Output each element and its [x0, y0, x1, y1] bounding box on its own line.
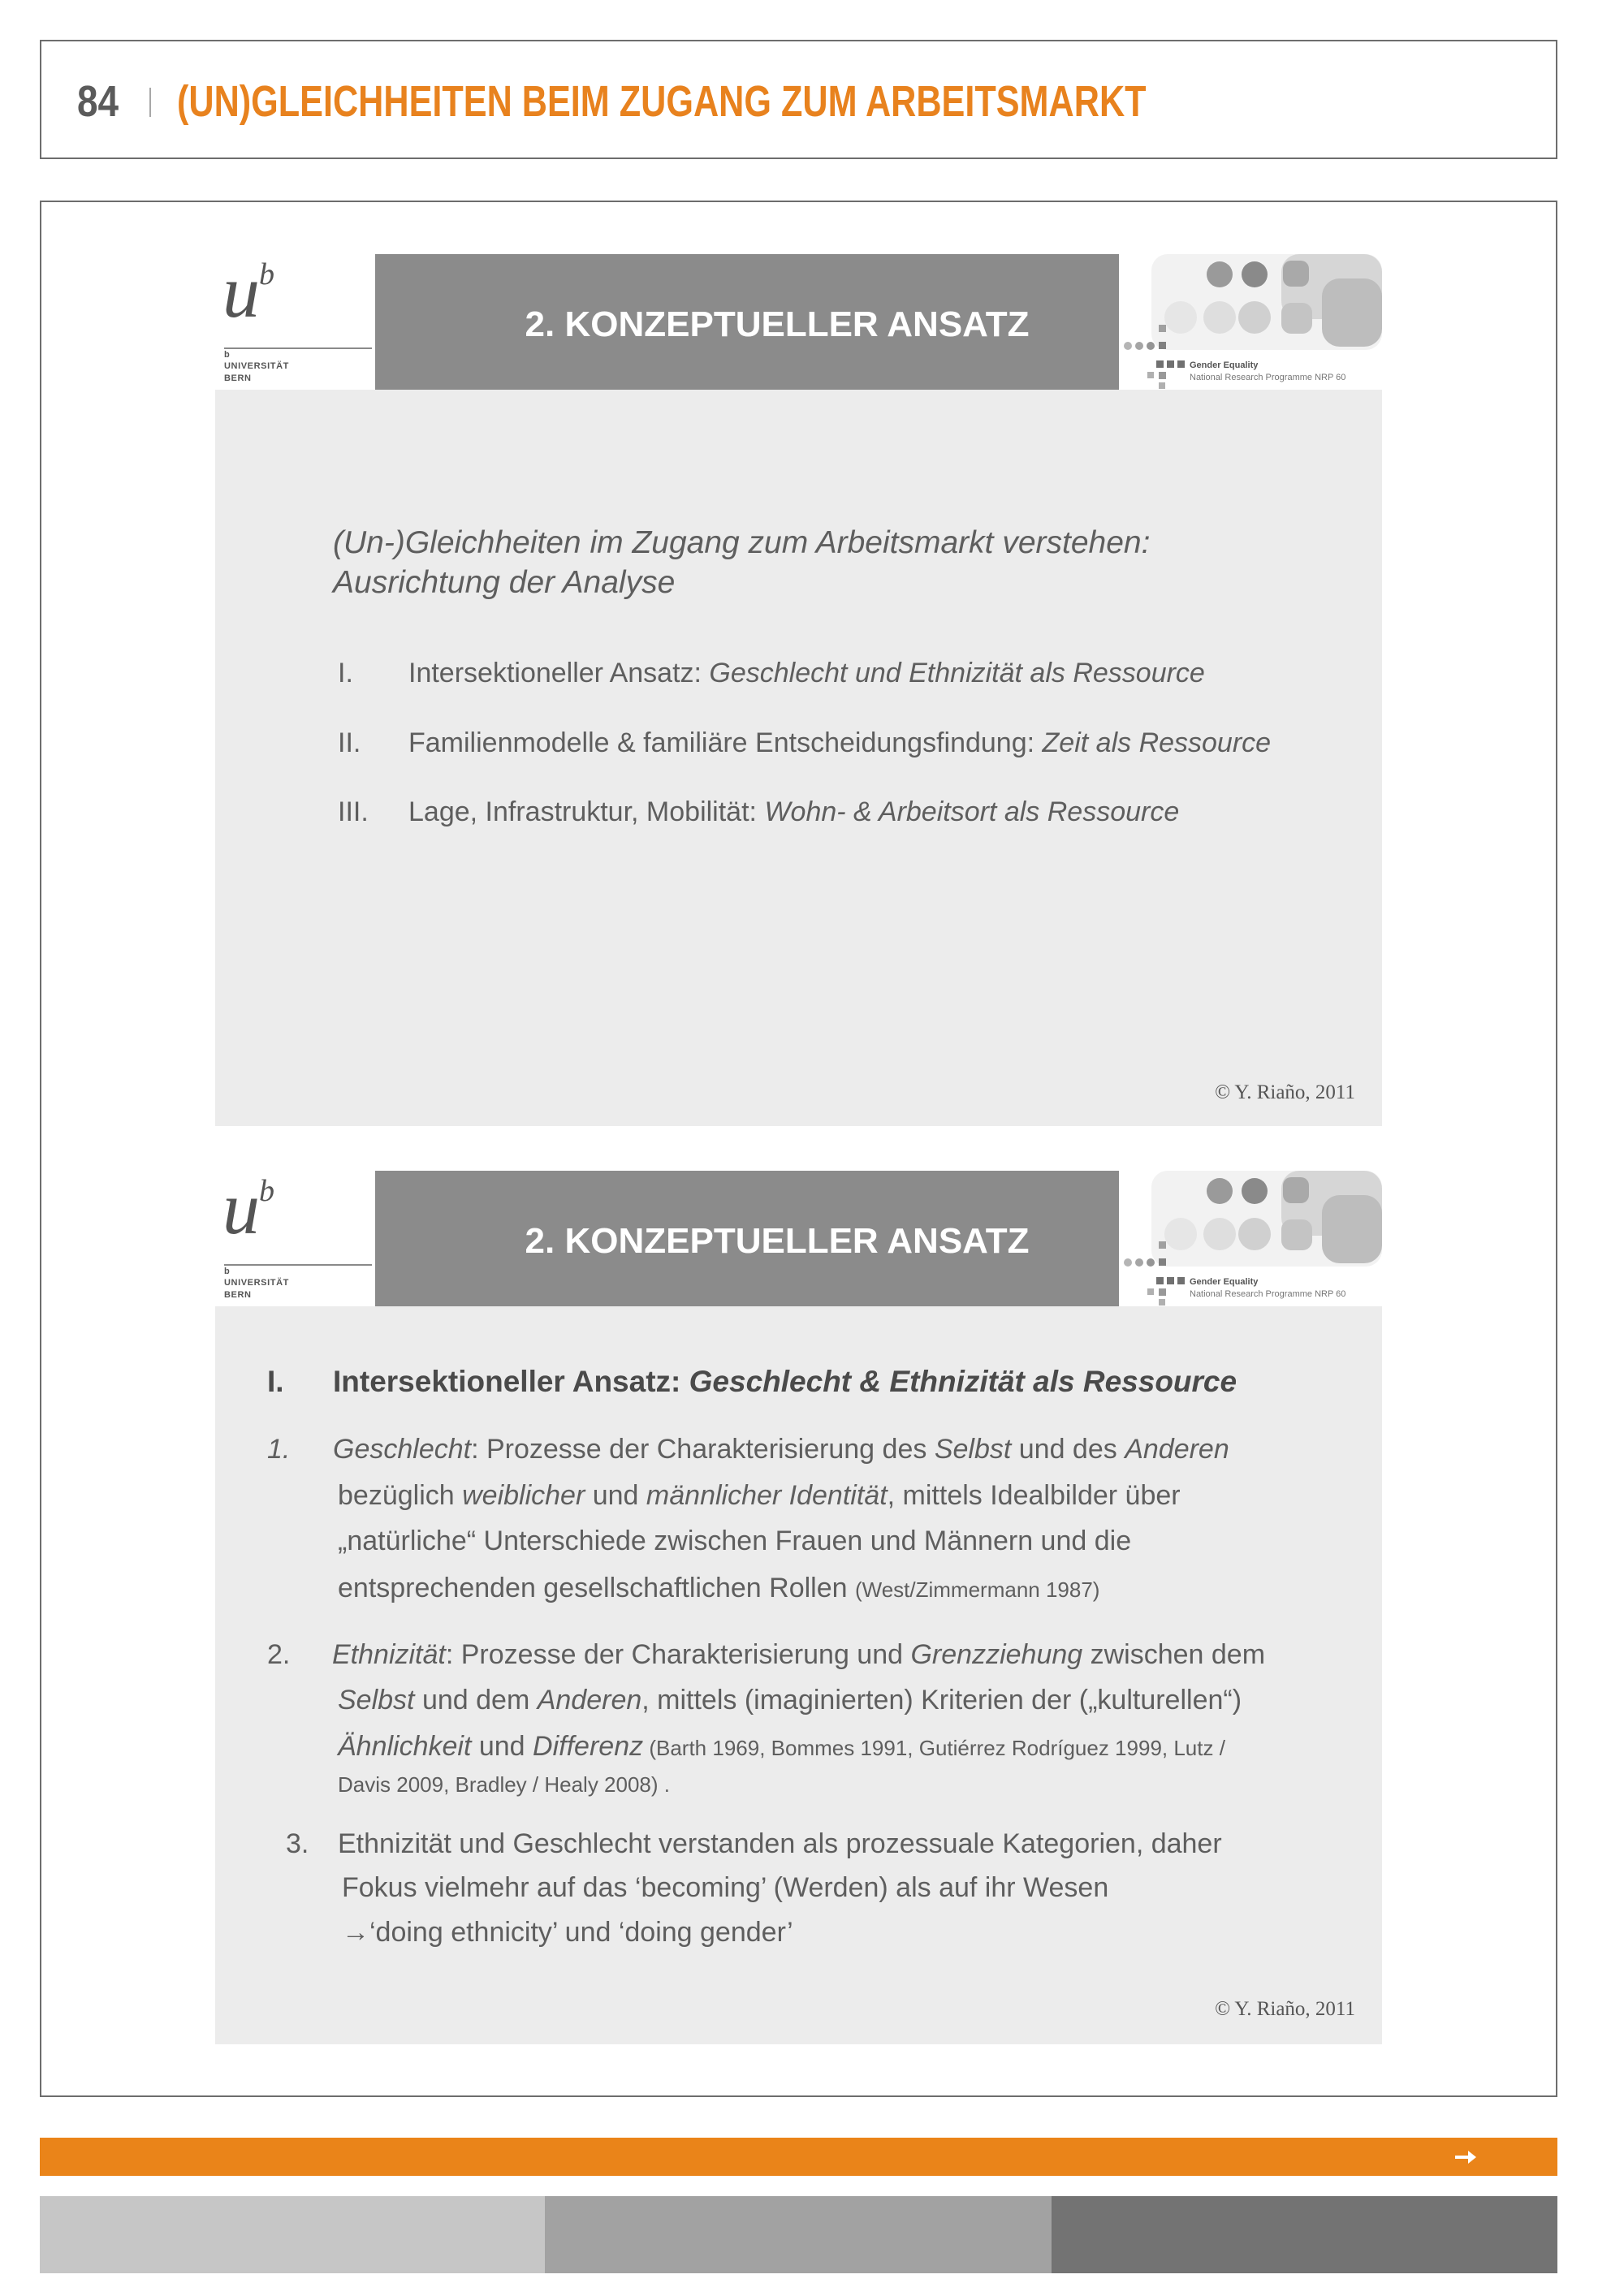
programme-name: Gender Equality — [1190, 360, 1259, 370]
logo-mark-superscript: b — [259, 257, 274, 291]
footer-band-dark — [1052, 2196, 1557, 2273]
logo-mark-superscript: b — [259, 1174, 274, 1208]
term: Geschlecht — [333, 1434, 472, 1465]
title-divider — [149, 88, 151, 117]
decor-dot — [1156, 1277, 1164, 1284]
section-heading — [333, 1362, 1237, 1402]
decor-shape — [1203, 1218, 1236, 1250]
text-run: und des — [1011, 1434, 1125, 1465]
logo-small-b: b — [224, 1267, 231, 1276]
term: Grenzziehung — [910, 1639, 1083, 1670]
university-logo — [215, 250, 375, 390]
decor-shape — [1238, 301, 1271, 334]
copyright: © Y. Riaño, 2011 — [1215, 1081, 1355, 1103]
decor-dot — [1159, 1241, 1166, 1249]
decor-dot — [1159, 1288, 1166, 1296]
item-line — [342, 1912, 793, 1953]
decor-shape — [1283, 261, 1309, 287]
logo-name-line2: BERN — [224, 373, 252, 383]
chapter-title: (UN)GLEICHHEITEN BEIM ZUGANG ZUM ARBEITSMARKT — [177, 77, 1147, 126]
list-item — [408, 723, 1271, 763]
footer-band-light — [40, 2196, 545, 2273]
list-item-emphasis: Zeit als Ressource — [1042, 727, 1272, 758]
section-numeral: I. — [267, 1365, 284, 1398]
text-run: entsprechenden gesellschaftlichen Rollen — [338, 1573, 855, 1603]
logo-small-b: b — [224, 350, 231, 360]
term: männlicher Identität — [646, 1480, 888, 1511]
text-run: : Prozesse der Charakterisierung des — [471, 1434, 935, 1465]
footer-band-mid — [545, 2196, 1052, 2273]
decor-shape — [1281, 1219, 1312, 1250]
term: Ähnlichkeit — [338, 1731, 472, 1762]
list-numeral: I. — [338, 658, 353, 688]
list-item-label: Intersektioneller Ansatz: — [408, 658, 710, 688]
list-item — [408, 792, 1179, 832]
decor-shape — [1283, 1177, 1309, 1203]
text-run: und dem — [414, 1685, 538, 1716]
list-item-label: Lage, Infrastruktur, Mobilität: — [408, 796, 765, 827]
logo-name-line2: BERN — [224, 1290, 252, 1300]
section-heading-emphasis: Geschlecht & Ethnizität als Ressource — [689, 1365, 1237, 1398]
slide-title: 2. KONZEPTUELLER ANSATZ — [375, 1171, 1119, 1306]
list-item-emphasis: Wohn- & Arbeitsort als Ressource — [764, 796, 1180, 827]
logo-rule — [224, 1264, 372, 1266]
list-item-emphasis: Geschlecht und Ethnizität als Ressource — [709, 658, 1205, 688]
decor-dot — [1159, 382, 1165, 389]
slide-1 — [215, 250, 1382, 1126]
logo-mark: u — [222, 1167, 260, 1249]
decor-dot — [1135, 1258, 1143, 1267]
item-line — [333, 1429, 1229, 1470]
citation: (West/Zimmermann 1987) — [854, 1577, 1100, 1602]
item-line — [342, 1867, 1108, 1908]
item-line — [338, 1680, 1242, 1720]
decor-shape — [1281, 303, 1312, 334]
term: Differenz — [533, 1731, 644, 1762]
slide-heading-line: Ausrichtung der Analyse — [333, 565, 676, 600]
decor-shape — [1207, 1178, 1233, 1204]
copyright: © Y. Riaño, 2011 — [1215, 1998, 1355, 2020]
slide-2 — [215, 1167, 1382, 2044]
term: weiblicher — [462, 1480, 585, 1511]
decor-dot — [1159, 1299, 1165, 1306]
text-run: , mittels (imaginierten) Kriterien der („kulturellen“) — [641, 1685, 1242, 1716]
citation: (Barth 1969, Bommes 1991, Gutiérrez Rodríguez 1999, Lutz / — [643, 1736, 1225, 1760]
decor-shape — [1164, 301, 1197, 334]
decor-dot — [1124, 1258, 1132, 1267]
university-logo — [215, 1167, 375, 1306]
decor-dot — [1159, 1258, 1166, 1266]
decor-shape — [1242, 1178, 1268, 1204]
programme-subtitle: National Research Programme NRP 60 — [1190, 373, 1346, 382]
decor-shape — [1238, 1218, 1271, 1250]
citation: Davis 2009, Bradley / Healy 2008) . — [338, 1772, 670, 1797]
list-item — [408, 653, 1205, 693]
decor-dot — [1135, 342, 1143, 350]
list-numeral: II. — [338, 727, 361, 758]
decor-dot — [1167, 1277, 1174, 1284]
item-number: 1. — [267, 1434, 291, 1465]
arrow-right-icon[interactable] — [1453, 2147, 1478, 2167]
item-line — [338, 1764, 670, 1805]
page-number: 84 — [77, 77, 119, 126]
decor-shape — [1203, 301, 1236, 334]
decor-dot — [1124, 342, 1132, 350]
term: Selbst — [934, 1434, 1012, 1465]
text-run: Fokus vielmehr auf das ‘becoming’ (Werden) als auf ihr Wesen — [342, 1872, 1109, 1903]
term: Ethnizität — [332, 1639, 446, 1670]
item-line — [338, 1568, 1099, 1608]
item-number: 3. — [286, 1828, 309, 1859]
decor-dot — [1147, 372, 1154, 378]
section-heading-label: Intersektioneller Ansatz: — [333, 1365, 689, 1398]
item-number: 2. — [267, 1639, 291, 1670]
decor-dot — [1147, 342, 1155, 350]
term: Selbst — [338, 1685, 415, 1716]
item-line — [338, 1726, 1225, 1767]
term: Anderen — [1125, 1434, 1229, 1465]
logo-mark: u — [222, 250, 260, 333]
term: Anderen — [537, 1685, 642, 1716]
text-run: und — [471, 1731, 533, 1762]
page-header — [40, 40, 1557, 159]
text-run: →‘doing ethnicity’ und ‘doing gender’ — [342, 1917, 793, 1948]
programme-subtitle: National Research Programme NRP 60 — [1190, 1289, 1346, 1299]
decor-dot — [1147, 1288, 1154, 1295]
decor-shape — [1164, 1218, 1197, 1250]
decor-dot — [1177, 360, 1185, 368]
decor-shape — [1207, 261, 1233, 287]
decor-dot — [1177, 1277, 1185, 1284]
logo-name-line1: UNIVERSITÄT — [224, 361, 289, 371]
logo-name-line1: UNIVERSITÄT — [224, 1278, 289, 1288]
item-line — [338, 1823, 1222, 1864]
decor-dot — [1159, 342, 1166, 349]
text-run: bezüglich — [338, 1480, 463, 1511]
programme-graphic — [1119, 254, 1382, 390]
item-line — [338, 1521, 1131, 1561]
decor-dot — [1159, 372, 1166, 379]
slide-title: 2. KONZEPTUELLER ANSATZ — [375, 254, 1119, 390]
decor-shape — [1242, 261, 1268, 287]
text-run: „natürliche“ Unterschiede zwischen Frauen und Männern und die — [338, 1526, 1132, 1556]
text-run: , mittels Idealbilder über — [887, 1480, 1181, 1511]
text-run: und — [585, 1480, 646, 1511]
text-run: Ethnizität und Geschlecht verstanden als prozessuale Kategorien, daher — [338, 1828, 1222, 1859]
decor-dot — [1159, 325, 1166, 332]
list-numeral: III. — [338, 796, 369, 827]
programme-name: Gender Equality — [1190, 1277, 1259, 1287]
decor-dot — [1156, 360, 1164, 368]
logo-rule — [224, 347, 372, 349]
item-line — [338, 1475, 1181, 1516]
text-run: : Prozesse der Charakterisierung und — [445, 1639, 911, 1670]
decor-dot — [1147, 1258, 1155, 1267]
item-line — [332, 1634, 1265, 1675]
arrow-right-icon-shape — [1455, 2151, 1476, 2164]
decor-shape — [1322, 1195, 1382, 1263]
programme-graphic — [1119, 1171, 1382, 1306]
decor-shape — [1322, 278, 1382, 347]
text-run: zwischen dem — [1082, 1639, 1266, 1670]
slide-heading-line: (Un-)Gleichheiten im Zugang zum Arbeitsmarkt verstehen: — [333, 525, 1151, 560]
footer-accent-bar — [40, 2138, 1557, 2176]
list-item-label: Familienmodelle & familiäre Entscheidungsfindung: — [408, 727, 1043, 758]
decor-dot — [1167, 360, 1174, 368]
